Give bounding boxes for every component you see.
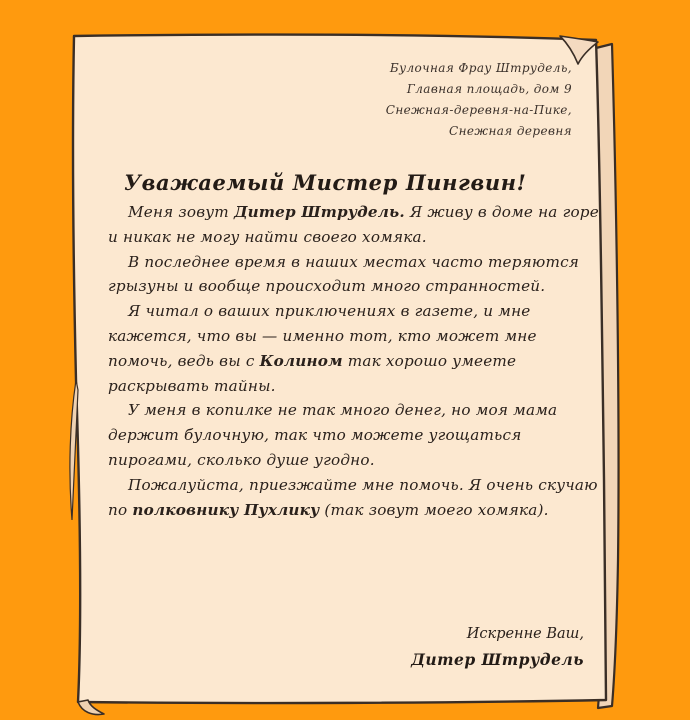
bold-name: Колином — [259, 351, 343, 370]
paragraph-money — [108, 398, 603, 472]
paragraph-text: Я живу в доме на горе и никак не могу найти своего хомяка. — [108, 203, 599, 246]
paragraph-intro — [108, 200, 603, 250]
letter-content — [96, 58, 599, 698]
paper-left-curl — [70, 380, 78, 520]
address-line: Снежная деревня — [449, 124, 572, 138]
letter-signature: Дитер Штрудель — [411, 650, 584, 669]
sender-address — [272, 58, 572, 142]
letter-body — [108, 200, 603, 522]
bold-name: полковнику Пухлику — [132, 500, 320, 519]
address-line: Снежная-деревня-на-Пике, — [385, 103, 572, 117]
bold-name: Дитер Штрудель. — [233, 203, 405, 221]
address-line: Главная площадь, дом 9 — [406, 82, 572, 96]
paragraph-text: так хорошо умеете раскрывать тайны. — [108, 351, 517, 395]
paragraph-text: Я читал о ваших приключениях в газете, и мне кажется, что вы — именно тот, кто может мне помочь, ведь вы с — [108, 302, 537, 370]
paragraph-rodents — [108, 250, 603, 300]
paragraph-text: У меня в копилке не так много денег, но моя мама держит булочную, так что можете угощаться пирогами, сколько душе угодно. — [108, 401, 558, 469]
paragraph-newspaper — [108, 299, 603, 398]
letter-greeting: Уважаемый Мистер Пингвин! — [124, 170, 527, 195]
paragraph-text: (так зовут моего хомяка). — [319, 500, 549, 519]
address-line: Булочная Фрау Штрудель, — [389, 61, 572, 75]
paragraph-request — [108, 473, 603, 523]
paragraph-text: Меня зовут — [128, 203, 234, 221]
paragraph-text: В последнее время в наших местах часто теряются грызуны и вообще происходит много странностей. — [108, 252, 580, 296]
paragraph-text: Пожалуйста, приезжайте мне помочь. Я очень скучаю по — [108, 475, 598, 519]
letter-closing: Искренне Ваш, — [466, 626, 584, 642]
